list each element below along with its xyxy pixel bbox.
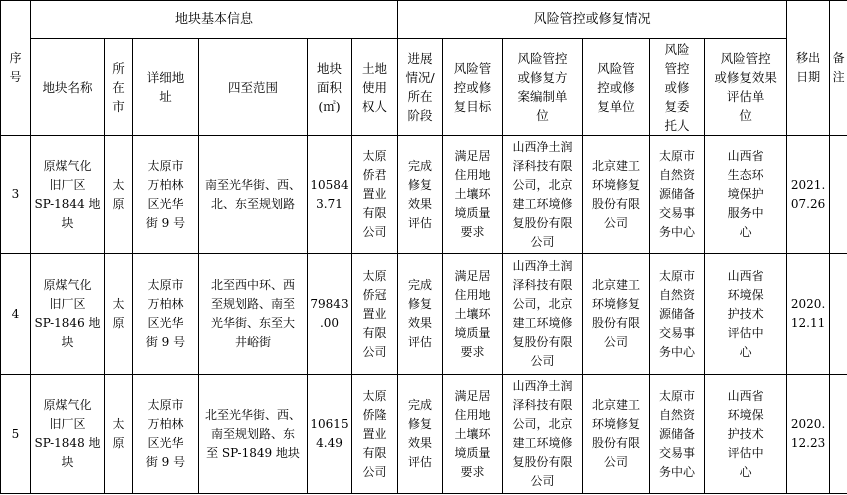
- cell-plan-unit: 山西净土润 泽科技有限 公司，北京 建工环境修 复股份有限 公司: [503, 375, 583, 494]
- cell-exec-unit: 北京建工 环境修复 股份有限 公司: [583, 254, 650, 375]
- cell-eval-unit: 山西省 生态环 境保护 服务中 心: [705, 136, 787, 254]
- cell-city: 太 原: [105, 254, 133, 375]
- col-header-removal-date: 移出 日期: [787, 1, 830, 136]
- col-header-stage: 进展 情况/ 所在 阶段: [398, 39, 443, 136]
- cell-owner: 太原 侨隆 置业 有限 公司: [352, 375, 398, 494]
- table-row: [1, 136, 847, 254]
- cell-seq: 3: [1, 136, 31, 254]
- col-header-owner: 土地 使用 权人: [352, 39, 398, 136]
- cell-seq: 5: [1, 375, 31, 494]
- col-header-target: 风险管 控或修 复目标: [443, 39, 503, 136]
- col-header-client: 风险 管控 或修 复委 托人: [650, 39, 705, 136]
- col-header-eval-unit: 风险管控 或修复效果 评估单 位: [705, 39, 787, 136]
- col-header-area: 地块 面积 (㎡): [308, 39, 352, 136]
- col-header-seq: 序 号: [1, 1, 31, 136]
- cell-boundary: 南至光华街、西、 北、东至规划路: [199, 136, 308, 254]
- cell-city: 太 原: [105, 375, 133, 494]
- cell-target: 满足居 住用地 土壤环 境质量 要求: [443, 136, 503, 254]
- cell-remark: [830, 136, 847, 254]
- table-row: [1, 375, 847, 494]
- group-header-row: [1, 1, 847, 39]
- cell-name: 原煤气化 旧厂区 SP-1844 地 块: [31, 136, 105, 254]
- cell-area: 10615 4.49: [308, 375, 352, 494]
- column-header-row: [1, 39, 847, 136]
- cell-owner: 太原 侨君 置业 有限 公司: [352, 136, 398, 254]
- cell-name: 原煤气化 旧厂区 SP-1848 地 块: [31, 375, 105, 494]
- cell-client: 太原市 自然资 源储备 交易事 务中心: [650, 136, 705, 254]
- cell-name: 原煤气化 旧厂区 SP-1846 地 块: [31, 254, 105, 375]
- cell-client: 太原市 自然资 源储备 交易事 务中心: [650, 254, 705, 375]
- col-header-remark: 备 注: [830, 1, 847, 136]
- cell-stage: 完成 修复 效果 评估: [398, 375, 443, 494]
- col-header-address: 详细地 址: [133, 39, 199, 136]
- cell-address: 太原市 万柏林 区光华 街 9 号: [133, 254, 199, 375]
- cell-exec-unit: 北京建工 环境修复 股份有限 公司: [583, 375, 650, 494]
- cell-address: 太原市 万柏林 区光华 街 9 号: [133, 136, 199, 254]
- cell-remark: [830, 375, 847, 494]
- group-header-risk-control: 风险管控或修复情况: [398, 1, 787, 39]
- col-header-city: 所 在 市: [105, 39, 133, 136]
- cell-remark: [830, 254, 847, 375]
- cell-eval-unit: 山西省 环境保 护技术 评估中 心: [705, 375, 787, 494]
- group-header-basic-info: 地块基本信息: [31, 1, 398, 39]
- table-row: [1, 254, 847, 375]
- cell-eval-unit: 山西省 环境保 护技术 评估中 心: [705, 254, 787, 375]
- col-header-exec-unit: 风险管 控或修 复单位: [583, 39, 650, 136]
- col-header-name: 地块名称: [31, 39, 105, 136]
- cell-boundary: 北至西中环、西 至规划路、南至 光华街、东至大 井峪街: [199, 254, 308, 375]
- col-header-plan-unit: 风险管控 或修复方 案编制单 位: [503, 39, 583, 136]
- cell-plan-unit: 山西净土润 泽科技有限 公司，北京 建工环境修 复股份有限 公司: [503, 136, 583, 254]
- cell-stage: 完成 修复 效果 评估: [398, 136, 443, 254]
- cell-area: 10584 3.71: [308, 136, 352, 254]
- cell-area: 79843 .00: [308, 254, 352, 375]
- cell-owner: 太原 侨冠 置业 有限 公司: [352, 254, 398, 375]
- cell-exec-unit: 北京建工 环境修复 股份有限 公司: [583, 136, 650, 254]
- cell-target: 满足居 住用地 土壤环 境质量 要求: [443, 254, 503, 375]
- cell-removal-date: 2021. 07.26: [787, 136, 830, 254]
- cell-seq: 4: [1, 254, 31, 375]
- cell-removal-date: 2020. 12.11: [787, 254, 830, 375]
- cell-city: 太 原: [105, 136, 133, 254]
- cell-removal-date: 2020. 12.23: [787, 375, 830, 494]
- cell-client: 太原市 自然资 源储备 交易事 务中心: [650, 375, 705, 494]
- cell-address: 太原市 万柏林 区光华 街 9 号: [133, 375, 199, 494]
- cell-plan-unit: 山西净土润 泽科技有限 公司，北京 建工环境修 复股份有限 公司: [503, 254, 583, 375]
- cell-stage: 完成 修复 效果 评估: [398, 254, 443, 375]
- col-header-boundary: 四至范围: [199, 39, 308, 136]
- cell-target: 满足居 住用地 土壤环 境质量 要求: [443, 375, 503, 494]
- cell-boundary: 北至光华街、西、 南至规划路、东 至 SP-1849 地块: [199, 375, 308, 494]
